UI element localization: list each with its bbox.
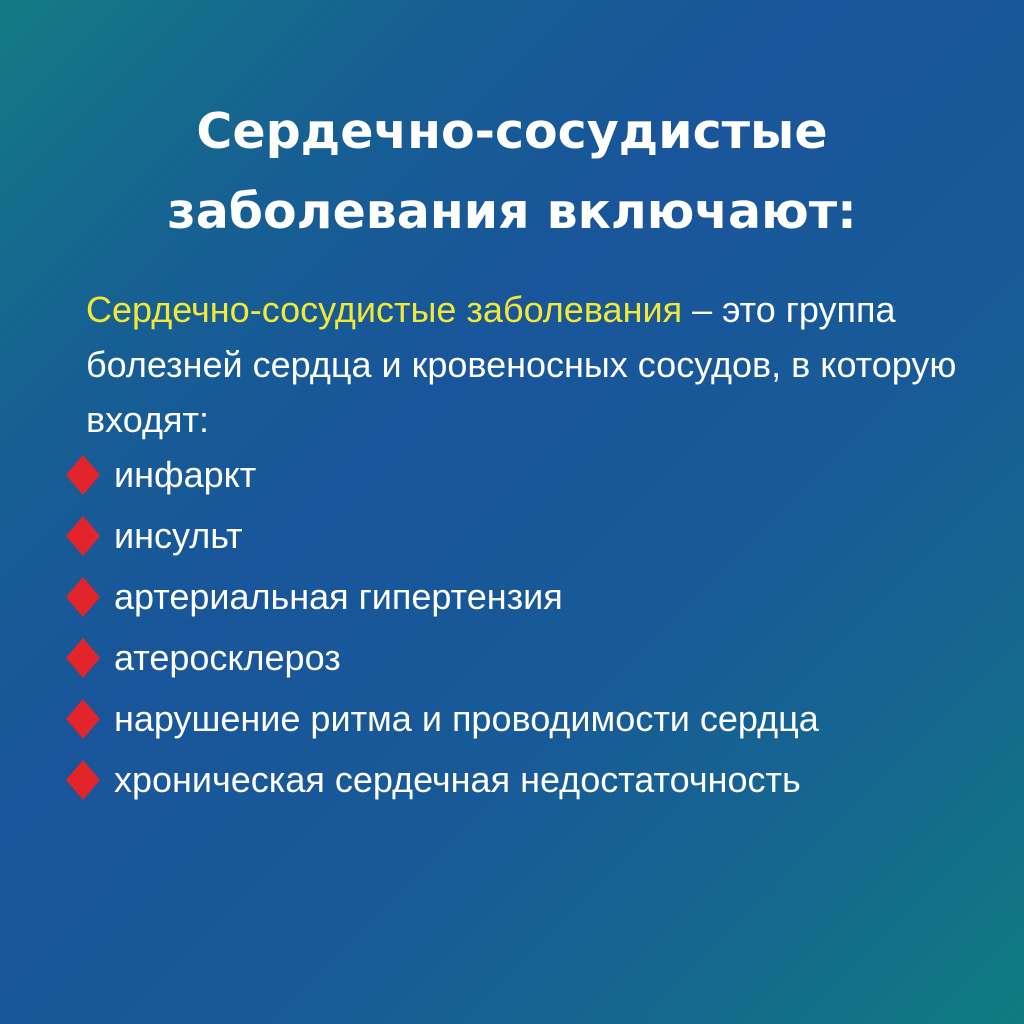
list-item (66, 688, 986, 749)
disease-list (66, 444, 986, 810)
diamond-icon (66, 577, 100, 617)
intro-highlight: Сердечно-сосудистые заболевания (86, 289, 683, 330)
diamond-icon (66, 516, 100, 556)
list-item (66, 627, 986, 688)
list-item-label: атеросклероз (114, 636, 341, 678)
intro-paragraph (86, 282, 986, 447)
intro-line-1 (86, 282, 986, 337)
list-item-label: артериальная гипертензия (114, 575, 563, 617)
diamond-icon (66, 455, 100, 495)
intro-line-2: болезней сердца и кровеносных сосудов, в которую (86, 344, 957, 385)
list-item (66, 444, 986, 505)
list-item-label: хроническая сердечная недостаточность (114, 758, 801, 800)
intro-line-3: входят: (86, 399, 209, 440)
list-item (66, 566, 986, 627)
diamond-icon (66, 638, 100, 678)
intro-line-1-rest: – это группа (682, 289, 896, 330)
title-line-1: Сердечно-сосудистые (196, 103, 828, 160)
list-item-label: инсульт (114, 514, 243, 556)
list-item-label: нарушение ритма и проводимости сердца (114, 697, 819, 739)
title-line-2: заболевания включают: (167, 183, 857, 240)
diamond-icon (66, 699, 100, 739)
diamond-icon (66, 760, 100, 800)
page-title (60, 92, 964, 252)
list-item (66, 749, 986, 810)
list-item (66, 505, 986, 566)
list-item-label: инфаркт (114, 453, 257, 495)
